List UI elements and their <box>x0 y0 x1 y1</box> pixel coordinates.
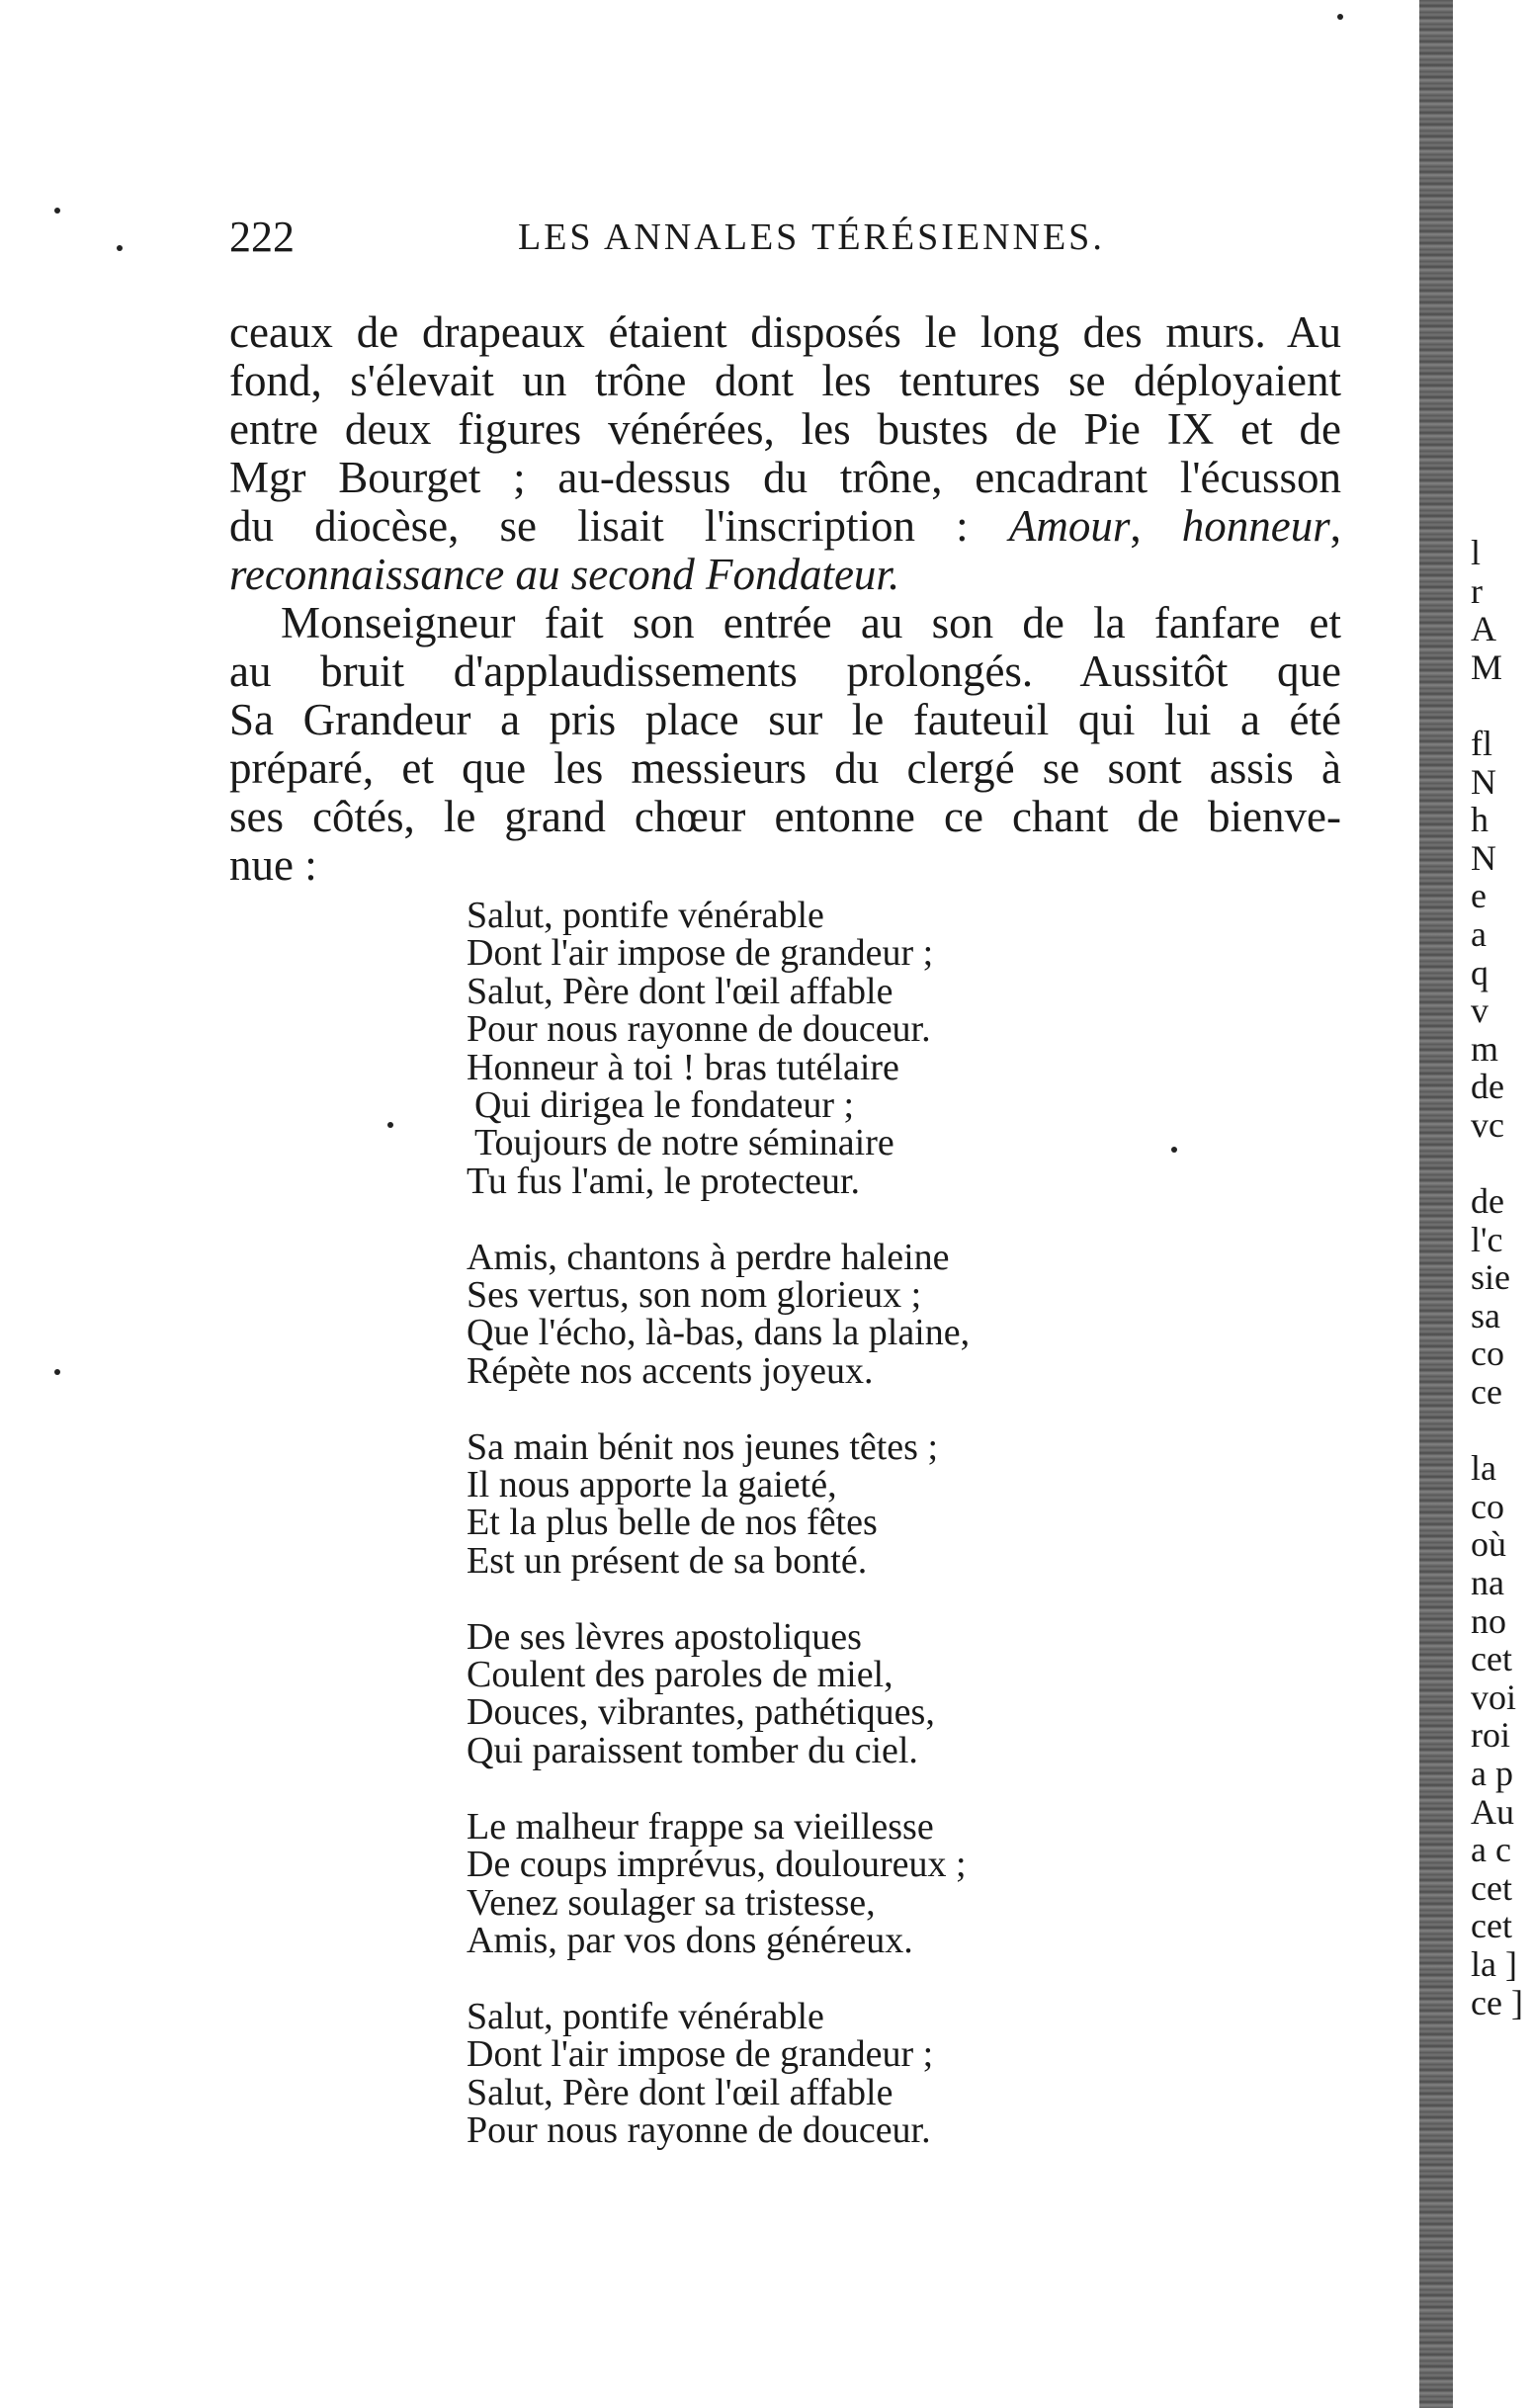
verse-line: Et la plus belle de nos fêtes <box>467 1502 878 1544</box>
verse-line: Amis, chantons à perdre haleine <box>467 1236 950 1278</box>
adjacent-page-fragment: de <box>1471 1067 1504 1107</box>
text-line: préparé, et que les messieurs du clergé se sont assis à <box>229 743 1341 793</box>
text-line: nue : <box>229 840 317 890</box>
adjacent-page-fragment <box>1471 1145 1531 1183</box>
scan-speck <box>54 1369 60 1375</box>
verse-line: Toujours de notre séminaire <box>474 1122 894 1164</box>
verse-line: Le malheur frappe sa vieillesse <box>467 1805 934 1848</box>
verse-line: Douces, vibrantes, pathétiques, <box>467 1691 935 1734</box>
adjacent-page-fragment: a <box>1471 913 1487 954</box>
adjacent-page-fragment: où <box>1471 1524 1506 1565</box>
adjacent-page-fragment: e <box>1471 876 1487 916</box>
book-gutter <box>1419 0 1453 2408</box>
adjacent-page-fragment: la ] <box>1471 1943 1517 1984</box>
adjacent-page-fragment: A <box>1471 609 1496 649</box>
adjacent-page-fragment: N <box>1471 761 1496 802</box>
text-line <box>229 551 1341 599</box>
adjacent-page-fragment: na <box>1471 1563 1504 1603</box>
poem <box>467 897 970 2188</box>
adjacent-page-fragment: ce ] <box>1471 1982 1523 2022</box>
adjacent-page-fragment: fl <box>1471 723 1492 763</box>
verse-line: Amis, par vos dons généreux. <box>467 1919 913 1961</box>
adjacent-page-fragment <box>1471 1412 1531 1450</box>
adjacent-page-fragment: a c <box>1471 1830 1511 1870</box>
adjacent-page-fragment: cet <box>1471 1867 1512 1908</box>
stanza-4 <box>467 1615 970 1771</box>
scan-speck <box>117 245 123 251</box>
verse-line: Qui paraissent tomber du ciel. <box>467 1729 918 1771</box>
adjacent-page-fragment: l'c <box>1471 1219 1503 1259</box>
prose-body <box>229 308 1341 890</box>
verse-line: Pour nous rayonne de douceur. <box>467 2108 931 2151</box>
stanza-3 <box>467 1425 970 1582</box>
adjacent-page-fragment: v <box>1471 990 1488 1031</box>
adjacent-page-fragment: Au <box>1471 1791 1514 1832</box>
adjacent-page-fragment: no <box>1471 1600 1506 1641</box>
adjacent-page-fragment: q <box>1471 952 1488 992</box>
text-line: Mgr Bourget ; au-dessus du trône, encadrant l'écusson <box>229 453 1341 502</box>
page-number: 222 <box>229 213 295 261</box>
verse-line: Honneur à toi ! bras tutélaire <box>467 1046 899 1088</box>
scan-speck <box>54 208 60 214</box>
verse-line: Ses vertus, son nom glorieux ; <box>467 1274 922 1317</box>
verse-line: Salut, pontife vénérable <box>467 1995 824 2037</box>
verse-line: Qui dirigea le fondateur ; <box>474 1084 855 1127</box>
verse-line: Pour nous rayonne de douceur. <box>467 1008 931 1051</box>
adjacent-page-fragment: co <box>1471 1333 1504 1374</box>
text-line: ceaux de drapeaux étaient disposés le long des murs. Au <box>229 307 1341 357</box>
verse-line: Salut, Père dont l'œil affable <box>467 2071 893 2113</box>
page-header <box>229 212 1105 262</box>
text-line: fond, s'élevait un trône dont les tentures se déployaient <box>229 356 1341 405</box>
adjacent-page-fragment: co <box>1471 1486 1504 1526</box>
adjacent-page-fragment: l <box>1471 534 1482 572</box>
adjacent-page-fragment: m <box>1471 1028 1499 1069</box>
inscription-word-amour: Amour <box>1008 501 1131 551</box>
adjacent-page-fragment: sa <box>1471 1295 1500 1335</box>
stanza-2 <box>467 1236 971 1392</box>
adjacent-page-fragment: roi <box>1471 1715 1510 1756</box>
adjacent-page-fragment: N <box>1471 837 1496 878</box>
stanza-6 <box>467 1995 970 2151</box>
adjacent-page-fragment: M <box>1471 646 1503 687</box>
adjacent-page-fragment: ce <box>1471 1372 1502 1413</box>
stanza-5 <box>467 1805 970 1961</box>
verse-line: Sa main bénit nos jeunes têtes ; <box>467 1425 939 1468</box>
adjacent-page-fragment: voi <box>1471 1677 1517 1717</box>
verse-line: Venez soulager sa tristesse, <box>467 1881 876 1924</box>
text-line: ses côtés, le grand chœur entonne ce chant de bienve- <box>229 792 1341 841</box>
text-line: au bruit d'applaudissements prolongés. Aussitôt que <box>229 646 1341 696</box>
adjacent-page-fragment: de <box>1471 1181 1504 1222</box>
verse-line: Tu fus l'ami, le protecteur. <box>467 1160 861 1202</box>
verse-line: Coulent des paroles de miel, <box>467 1654 893 1696</box>
verse-line: Il nous apporte la gaieté, <box>467 1464 837 1506</box>
verse-line: Dont l'air impose de grandeur ; <box>467 932 934 975</box>
verse-line: De ses lèvres apostoliques <box>467 1615 862 1658</box>
verse-line: Salut, Père dont l'œil affable <box>467 970 893 1012</box>
scan-speck <box>387 1122 393 1128</box>
adjacent-page-fragment: a p <box>1471 1754 1513 1793</box>
verse-line: De coups imprévus, douloureux ; <box>467 1844 967 1886</box>
adjacent-page-fragment: la <box>1471 1448 1496 1489</box>
paragraph-1 <box>229 308 1341 599</box>
inscription-end: reconnaissance au second Fondateur. <box>229 550 900 599</box>
adjacent-page-edge <box>1471 534 1531 2021</box>
paragraph-2 <box>229 599 1341 890</box>
adjacent-page-fragment: cet <box>1471 1906 1512 1946</box>
stanza-1 <box>467 897 970 1200</box>
scan-speck <box>1171 1147 1177 1153</box>
text-fragment: du diocèse, se lisait l'inscription : <box>229 501 969 551</box>
scan-speck <box>1337 14 1343 20</box>
verse-line: Que l'écho, là-bas, dans la plaine, <box>467 1312 971 1354</box>
verse-line: Salut, pontife vénérable <box>467 895 824 936</box>
adjacent-page-fragment: sie <box>1471 1257 1510 1298</box>
verse-line: Dont l'air impose de grandeur ; <box>467 2033 934 2076</box>
adjacent-page-fragment: r <box>1471 570 1483 611</box>
adjacent-page-fragment: cet <box>1471 1639 1512 1679</box>
text-line: du diocèse, se lisait l'inscription : Amour, honneur, <box>229 501 1342 551</box>
verse-line: Répète nos accents joyeux. <box>467 1349 874 1392</box>
text-line: Sa Grandeur a pris place sur le fauteuil qui lui a été <box>229 695 1341 744</box>
text-line: entre deux figures vénérées, les bustes de Pie IX et de <box>229 404 1341 454</box>
verse-line: Est un présent de sa bonté. <box>467 1539 868 1582</box>
text-line: Monseigneur fait son entrée au son de la fanfare et <box>281 598 1341 647</box>
adjacent-page-fragment: vc <box>1471 1104 1504 1145</box>
adjacent-page-fragment <box>1471 686 1531 725</box>
inscription-word-honneur: honneur <box>1181 501 1330 551</box>
running-title: LES ANNALES TÉRÉSIENNES. <box>518 216 1105 258</box>
adjacent-page-fragment: h <box>1471 800 1488 840</box>
